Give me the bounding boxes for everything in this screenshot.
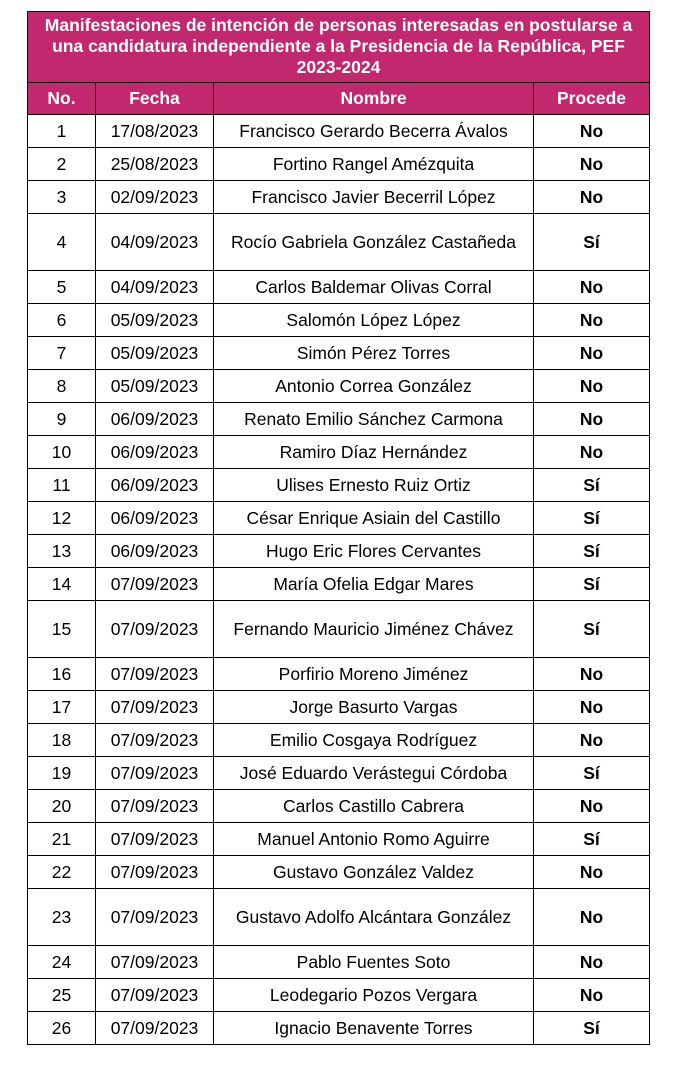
cell-nombre: Porfirio Moreno Jiménez: [214, 658, 534, 691]
cell-fecha: 07/09/2023: [96, 757, 214, 790]
cell-no: 12: [28, 502, 96, 535]
cell-no: 15: [28, 601, 96, 658]
table-row: [28, 823, 650, 856]
cell-no: 20: [28, 790, 96, 823]
cell-no: 23: [28, 889, 96, 946]
cell-procede: No: [534, 370, 650, 403]
cell-fecha: 07/09/2023: [96, 568, 214, 601]
column-header-fecha: Fecha: [96, 83, 214, 115]
column-header-procede: Procede: [534, 83, 650, 115]
cell-nombre: Francisco Gerardo Becerra Ávalos: [214, 115, 534, 148]
cell-nombre: Carlos Baldemar Olivas Corral: [214, 271, 534, 304]
cell-procede: Sí: [534, 601, 650, 658]
cell-nombre: Ulises Ernesto Ruiz Ortiz: [214, 469, 534, 502]
cell-nombre: José Eduardo Verástegui Córdoba: [214, 757, 534, 790]
cell-fecha: 07/09/2023: [96, 823, 214, 856]
cell-no: 7: [28, 337, 96, 370]
cell-fecha: 06/09/2023: [96, 403, 214, 436]
cell-nombre: Salomón López López: [214, 304, 534, 337]
cell-procede: No: [534, 889, 650, 946]
cell-procede: No: [534, 790, 650, 823]
cell-no: 14: [28, 568, 96, 601]
table-row: [28, 502, 650, 535]
cell-no: 19: [28, 757, 96, 790]
table-row: [28, 856, 650, 889]
cell-no: 9: [28, 403, 96, 436]
table-row: [28, 724, 650, 757]
cell-nombre: Ramiro Díaz Hernández: [214, 436, 534, 469]
cell-procede: No: [534, 436, 650, 469]
table-row: [28, 436, 650, 469]
table-row: [28, 1012, 650, 1045]
header-row: [28, 83, 650, 115]
cell-procede: Sí: [534, 823, 650, 856]
cell-nombre: Simón Pérez Torres: [214, 337, 534, 370]
cell-nombre: Hugo Eric Flores Cervantes: [214, 535, 534, 568]
table-row: [28, 304, 650, 337]
cell-procede: No: [534, 181, 650, 214]
cell-procede: Sí: [534, 1012, 650, 1045]
table-row: [28, 469, 650, 502]
cell-no: 18: [28, 724, 96, 757]
cell-nombre: Emilio Cosgaya Rodríguez: [214, 724, 534, 757]
table-row: [28, 691, 650, 724]
cell-nombre: Pablo Fuentes Soto: [214, 946, 534, 979]
cell-fecha: 04/09/2023: [96, 271, 214, 304]
cell-procede: Sí: [534, 757, 650, 790]
cell-procede: No: [534, 403, 650, 436]
cell-fecha: 04/09/2023: [96, 214, 214, 271]
table-container: [27, 11, 649, 1045]
cell-fecha: 07/09/2023: [96, 1012, 214, 1045]
cell-no: 25: [28, 979, 96, 1012]
cell-nombre: Fernando Mauricio Jiménez Chávez: [214, 601, 534, 658]
column-header-no: No.: [28, 83, 96, 115]
table-row: [28, 658, 650, 691]
cell-fecha: 07/09/2023: [96, 691, 214, 724]
table-row: [28, 214, 650, 271]
cell-no: 6: [28, 304, 96, 337]
cell-no: 1: [28, 115, 96, 148]
cell-fecha: 25/08/2023: [96, 148, 214, 181]
cell-nombre: Fortino Rangel Amézquita: [214, 148, 534, 181]
cell-fecha: 07/09/2023: [96, 946, 214, 979]
table-row: [28, 757, 650, 790]
cell-fecha: 02/09/2023: [96, 181, 214, 214]
table-row: [28, 946, 650, 979]
table-row: [28, 568, 650, 601]
cell-procede: No: [534, 337, 650, 370]
cell-fecha: 07/09/2023: [96, 724, 214, 757]
table-row: [28, 181, 650, 214]
cell-fecha: 05/09/2023: [96, 304, 214, 337]
cell-no: 2: [28, 148, 96, 181]
cell-procede: Sí: [534, 502, 650, 535]
cell-fecha: 07/09/2023: [96, 856, 214, 889]
table-body: [28, 115, 650, 1045]
cell-fecha: 07/09/2023: [96, 658, 214, 691]
cell-no: 17: [28, 691, 96, 724]
cell-procede: No: [534, 304, 650, 337]
cell-procede: Sí: [534, 469, 650, 502]
cell-procede: Sí: [534, 535, 650, 568]
cell-procede: No: [534, 271, 650, 304]
candidates-table: [27, 11, 650, 1045]
cell-nombre: Carlos Castillo Cabrera: [214, 790, 534, 823]
cell-no: 24: [28, 946, 96, 979]
cell-no: 26: [28, 1012, 96, 1045]
cell-fecha: 05/09/2023: [96, 370, 214, 403]
cell-nombre: César Enrique Asiain del Castillo: [214, 502, 534, 535]
table-row: [28, 271, 650, 304]
table-row: [28, 535, 650, 568]
table-row: [28, 601, 650, 658]
table-row: [28, 337, 650, 370]
cell-procede: Sí: [534, 568, 650, 601]
cell-fecha: 07/09/2023: [96, 889, 214, 946]
cell-fecha: 06/09/2023: [96, 535, 214, 568]
cell-no: 3: [28, 181, 96, 214]
cell-nombre: Ignacio Benavente Torres: [214, 1012, 534, 1045]
cell-nombre: Leodegario Pozos Vergara: [214, 979, 534, 1012]
cell-no: 22: [28, 856, 96, 889]
cell-no: 4: [28, 214, 96, 271]
cell-procede: No: [534, 856, 650, 889]
cell-nombre: Gustavo Adolfo Alcántara González: [214, 889, 534, 946]
column-header-nombre: Nombre: [214, 83, 534, 115]
cell-nombre: Rocío Gabriela González Castañeda: [214, 214, 534, 271]
cell-fecha: 06/09/2023: [96, 502, 214, 535]
table-row: [28, 889, 650, 946]
cell-procede: No: [534, 979, 650, 1012]
cell-nombre: Renato Emilio Sánchez Carmona: [214, 403, 534, 436]
cell-fecha: 07/09/2023: [96, 979, 214, 1012]
title-row: [28, 12, 650, 83]
cell-fecha: 07/09/2023: [96, 601, 214, 658]
table-row: [28, 979, 650, 1012]
table-row: [28, 115, 650, 148]
cell-nombre: Jorge Basurto Vargas: [214, 691, 534, 724]
cell-procede: No: [534, 115, 650, 148]
cell-no: 5: [28, 271, 96, 304]
cell-no: 10: [28, 436, 96, 469]
table-row: [28, 370, 650, 403]
cell-no: 21: [28, 823, 96, 856]
cell-fecha: 06/09/2023: [96, 436, 214, 469]
cell-nombre: Manuel Antonio Romo Aguirre: [214, 823, 534, 856]
cell-procede: No: [534, 724, 650, 757]
cell-procede: No: [534, 658, 650, 691]
cell-nombre: María Ofelia Edgar Mares: [214, 568, 534, 601]
cell-nombre: Antonio Correa González: [214, 370, 534, 403]
table-title: Manifestaciones de intención de personas interesadas en postularse a una candidatura independiente a la Presidencia de la República, PEF 2023-2024: [28, 12, 650, 83]
cell-procede: No: [534, 946, 650, 979]
cell-nombre: Gustavo González Valdez: [214, 856, 534, 889]
cell-no: 16: [28, 658, 96, 691]
cell-no: 8: [28, 370, 96, 403]
cell-fecha: 17/08/2023: [96, 115, 214, 148]
cell-fecha: 05/09/2023: [96, 337, 214, 370]
cell-procede: No: [534, 148, 650, 181]
cell-no: 11: [28, 469, 96, 502]
cell-procede: No: [534, 691, 650, 724]
table-row: [28, 790, 650, 823]
cell-no: 13: [28, 535, 96, 568]
cell-nombre: Francisco Javier Becerril López: [214, 181, 534, 214]
table-row: [28, 403, 650, 436]
table-row: [28, 148, 650, 181]
cell-procede: Sí: [534, 214, 650, 271]
cell-fecha: 06/09/2023: [96, 469, 214, 502]
cell-fecha: 07/09/2023: [96, 790, 214, 823]
